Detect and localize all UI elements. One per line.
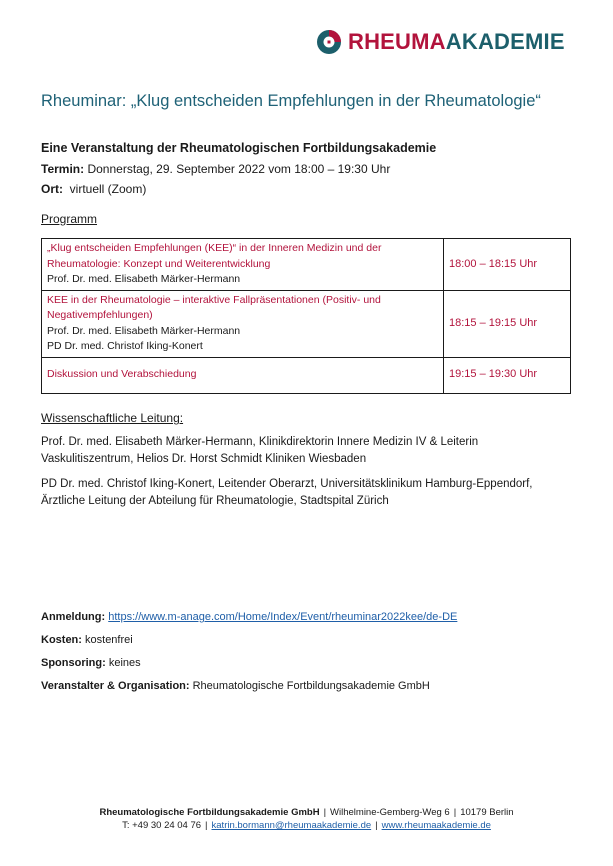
footer-separator: |	[375, 820, 378, 831]
logo-text-rheuma: RHEUMA	[348, 29, 446, 54]
footer-separator: |	[205, 820, 208, 831]
veranstalter-value: Rheumatologische Fortbildungsakademie GmbH	[192, 680, 430, 692]
page-title: Rheuminar: „Klug entscheiden Empfehlungen in der Rheumatologie“	[41, 92, 541, 110]
table-row	[42, 290, 571, 357]
session-title-line: Negativempfehlungen)	[47, 309, 153, 321]
footer-street: Wilhelmine-Gemberg-Weg 6	[330, 807, 450, 818]
veranstalter-label: Veranstalter & Organisation:	[41, 680, 190, 692]
sponsoring-line	[41, 657, 141, 669]
veranstalter-line	[41, 680, 430, 692]
leitung-paragraph: Prof. Dr. med. Elisabeth Märker-Hermann, Klinikdirektorin Innere Medizin IV & Leiterin Vaskulitiszentrum, Helios Dr. Horst Schmidt Kliniken Wiesbaden	[41, 436, 479, 465]
footer-separator: |	[323, 807, 327, 818]
intro-heading: Eine Veranstaltung der Rheumatologischen Fortbildungsakademie	[41, 141, 437, 155]
session-title-line: Rheumatologie: Konzept und Weiterentwicklung	[47, 257, 271, 270]
page-footer	[0, 806, 613, 832]
termin-label: Termin:	[41, 162, 85, 176]
logo-text	[348, 29, 565, 55]
footer-phone: T: +49 30 24 04 76	[122, 820, 202, 831]
footer-city: 10179 Berlin	[460, 807, 514, 818]
footer-contact	[0, 819, 613, 832]
table-row	[42, 357, 571, 393]
leitung-paragraph: PD Dr. med. Christof Iking-Konert, Leitender Oberarzt, Universitätsklinikum Hamburg-Eppendorf, Ärztliche Leitung der Abteilung für Rheumatologie, Stadtspital Zürich	[41, 478, 533, 507]
sponsoring-label: Sponsoring:	[41, 657, 106, 669]
ort-label: Ort:	[41, 182, 63, 196]
session-time: 18:00 – 18:15 Uhr	[444, 239, 571, 291]
programm-table	[41, 238, 571, 394]
ort-line	[41, 179, 436, 199]
anmeldung-link[interactable]: https://www.m-anage.com/Home/Index/Event/rheuminar2022kee/de-DE	[108, 611, 458, 623]
kosten-value: kostenfrei	[85, 634, 133, 646]
session-title	[47, 241, 438, 272]
session-speaker: Prof. Dr. med. Elisabeth Märker-Hermann	[47, 273, 241, 285]
session-title-line: „Klug entscheiden Empfehlungen (KEE)“ in der Inneren Medizin und der	[47, 242, 382, 254]
session-speaker: Prof. Dr. med. Elisabeth Märker-Hermann	[47, 324, 241, 337]
footer-address	[0, 806, 613, 819]
sponsoring-value: keines	[108, 657, 141, 669]
kosten-line	[41, 634, 133, 646]
anmeldung-label: Anmeldung:	[41, 611, 106, 623]
kosten-label: Kosten:	[41, 634, 82, 646]
termin-line	[41, 159, 436, 179]
anmeldung-line	[41, 611, 457, 623]
footer-separator: |	[453, 807, 457, 818]
rheuma-logo-icon	[316, 29, 342, 55]
event-intro	[41, 138, 436, 199]
session-cell	[42, 239, 444, 291]
session-time: 19:15 – 19:30 Uhr	[444, 357, 571, 393]
rheumaakademie-logo	[316, 28, 565, 56]
termin-value: Donnerstag, 29. September 2022 vom 18:00 – 19:30 Uhr	[87, 162, 391, 176]
ort-value: virtuell (Zoom)	[69, 182, 147, 196]
footer-email-link[interactable]: katrin.bormann@rheumaakademie.de	[211, 820, 372, 831]
session-speaker: PD Dr. med. Christof Iking-Konert	[47, 340, 203, 352]
leitung-heading: Wissenschaftliche Leitung:	[41, 411, 184, 425]
programm-heading: Programm	[41, 212, 98, 226]
table-row	[42, 239, 571, 291]
logo-text-akademie: AKADEMIE	[445, 29, 565, 54]
footer-web-link[interactable]: www.rheumaakademie.de	[381, 820, 491, 831]
session-cell	[42, 290, 444, 357]
session-cell	[42, 357, 444, 393]
session-title: Diskussion und Verabschiedung	[47, 368, 197, 381]
session-title	[47, 293, 438, 324]
session-title-line: KEE in der Rheumatologie – interaktive Fallpräsentationen (Positiv- und	[47, 293, 381, 306]
footer-company: Rheumatologische Fortbildungsakademie GmbH	[99, 807, 320, 818]
session-time: 18:15 – 19:15 Uhr	[444, 290, 571, 357]
